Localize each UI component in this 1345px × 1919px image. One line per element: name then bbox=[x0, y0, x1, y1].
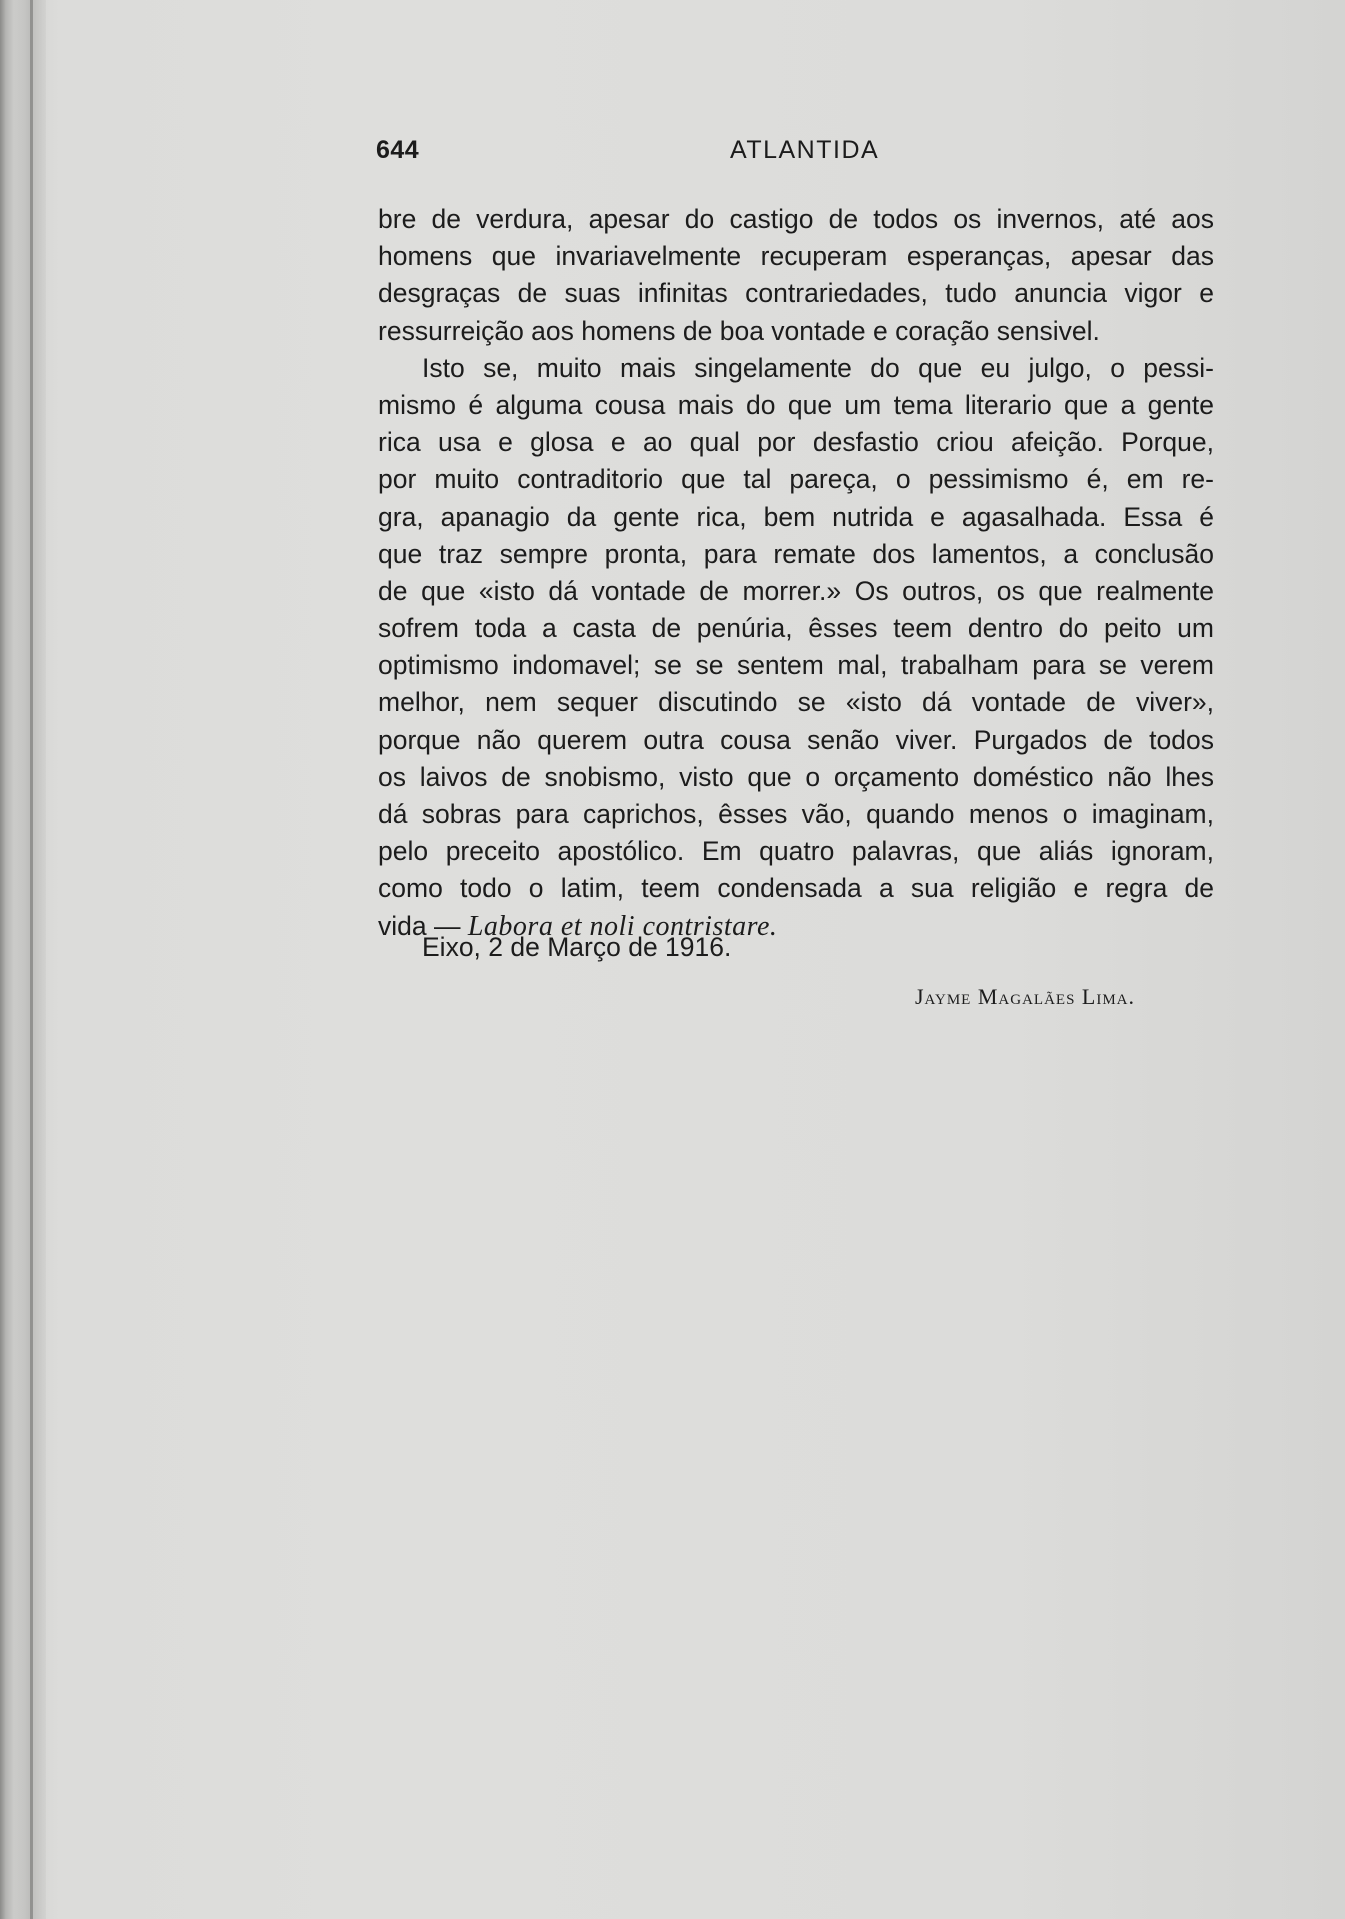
text-line: bre de verdura, apesar do castigo de todos os invernos, até aos bbox=[378, 204, 1214, 234]
text-line: de que «isto dá vontade de morrer.» Os outros, os que realmente bbox=[378, 575, 1214, 606]
paragraph-start-line: Isto se, muito mais singelamente do que eu julgo, o pessi- bbox=[422, 352, 1214, 383]
binding-edge bbox=[0, 0, 46, 1919]
text-line: os laivos de snobismo, visto que o orçamento doméstico não lhes bbox=[378, 761, 1214, 792]
binding-shadow-line bbox=[30, 0, 33, 1919]
page-number: 644 bbox=[376, 136, 420, 164]
final-line-prefix: vida — bbox=[378, 910, 468, 941]
text-line: por muito contraditorio que tal pareça, o pessimismo é, em re- bbox=[378, 464, 1214, 495]
dateline: Eixo, 2 de Março de 1916. bbox=[422, 932, 732, 962]
text-line: homens que invariavelmente recuperam esperanças, apesar das bbox=[378, 241, 1214, 272]
article-body bbox=[378, 201, 1214, 945]
text-line: pelo preceito apostólico. Em quatro palavras, que aliás ignoram, bbox=[378, 836, 1214, 867]
running-head bbox=[376, 136, 1201, 168]
latin-motto: Labora et noli contristare. bbox=[467, 910, 778, 942]
text-line: optimismo indomavel; se se sentem mal, trabalham para se verem bbox=[378, 650, 1214, 681]
text-line: porque não querem outra cousa senão viver. Purgados de todos bbox=[378, 724, 1214, 755]
text-line: mismo é alguma cousa mais do que um tema literario que a gente bbox=[378, 389, 1214, 420]
journal-title: ATLANTIDA bbox=[730, 136, 880, 164]
text-line: gra, apanagio da gente rica, bem nutrida e agasalhada. Essa é bbox=[378, 501, 1214, 532]
text-line: desgraças de suas infinitas contrariedades, tudo anuncia vigor e bbox=[378, 278, 1214, 309]
text-line: rica usa e glosa e ao qual por desfastio criou afeição. Porque, bbox=[378, 427, 1214, 458]
text-line: dá sobras para caprichos, êsses vão, quando menos o imaginam, bbox=[378, 799, 1214, 829]
text-line: como todo o latim, teem condensada a sua religião e regra de bbox=[378, 873, 1214, 904]
text-line: ressurreição aos homens de boa vontade e coração sensivel. bbox=[378, 315, 1100, 346]
text-line: melhor, nem sequer discutindo se «isto dá vontade de viver», bbox=[378, 687, 1214, 718]
text-line: sofrem toda a casta de penúria, êsses teem dentro do peito um bbox=[378, 613, 1214, 644]
author-signature: Jayme Magalães Lima. bbox=[915, 984, 1136, 1009]
text-line: que traz sempre pronta, para remate dos lamentos, a conclusão bbox=[378, 538, 1214, 569]
